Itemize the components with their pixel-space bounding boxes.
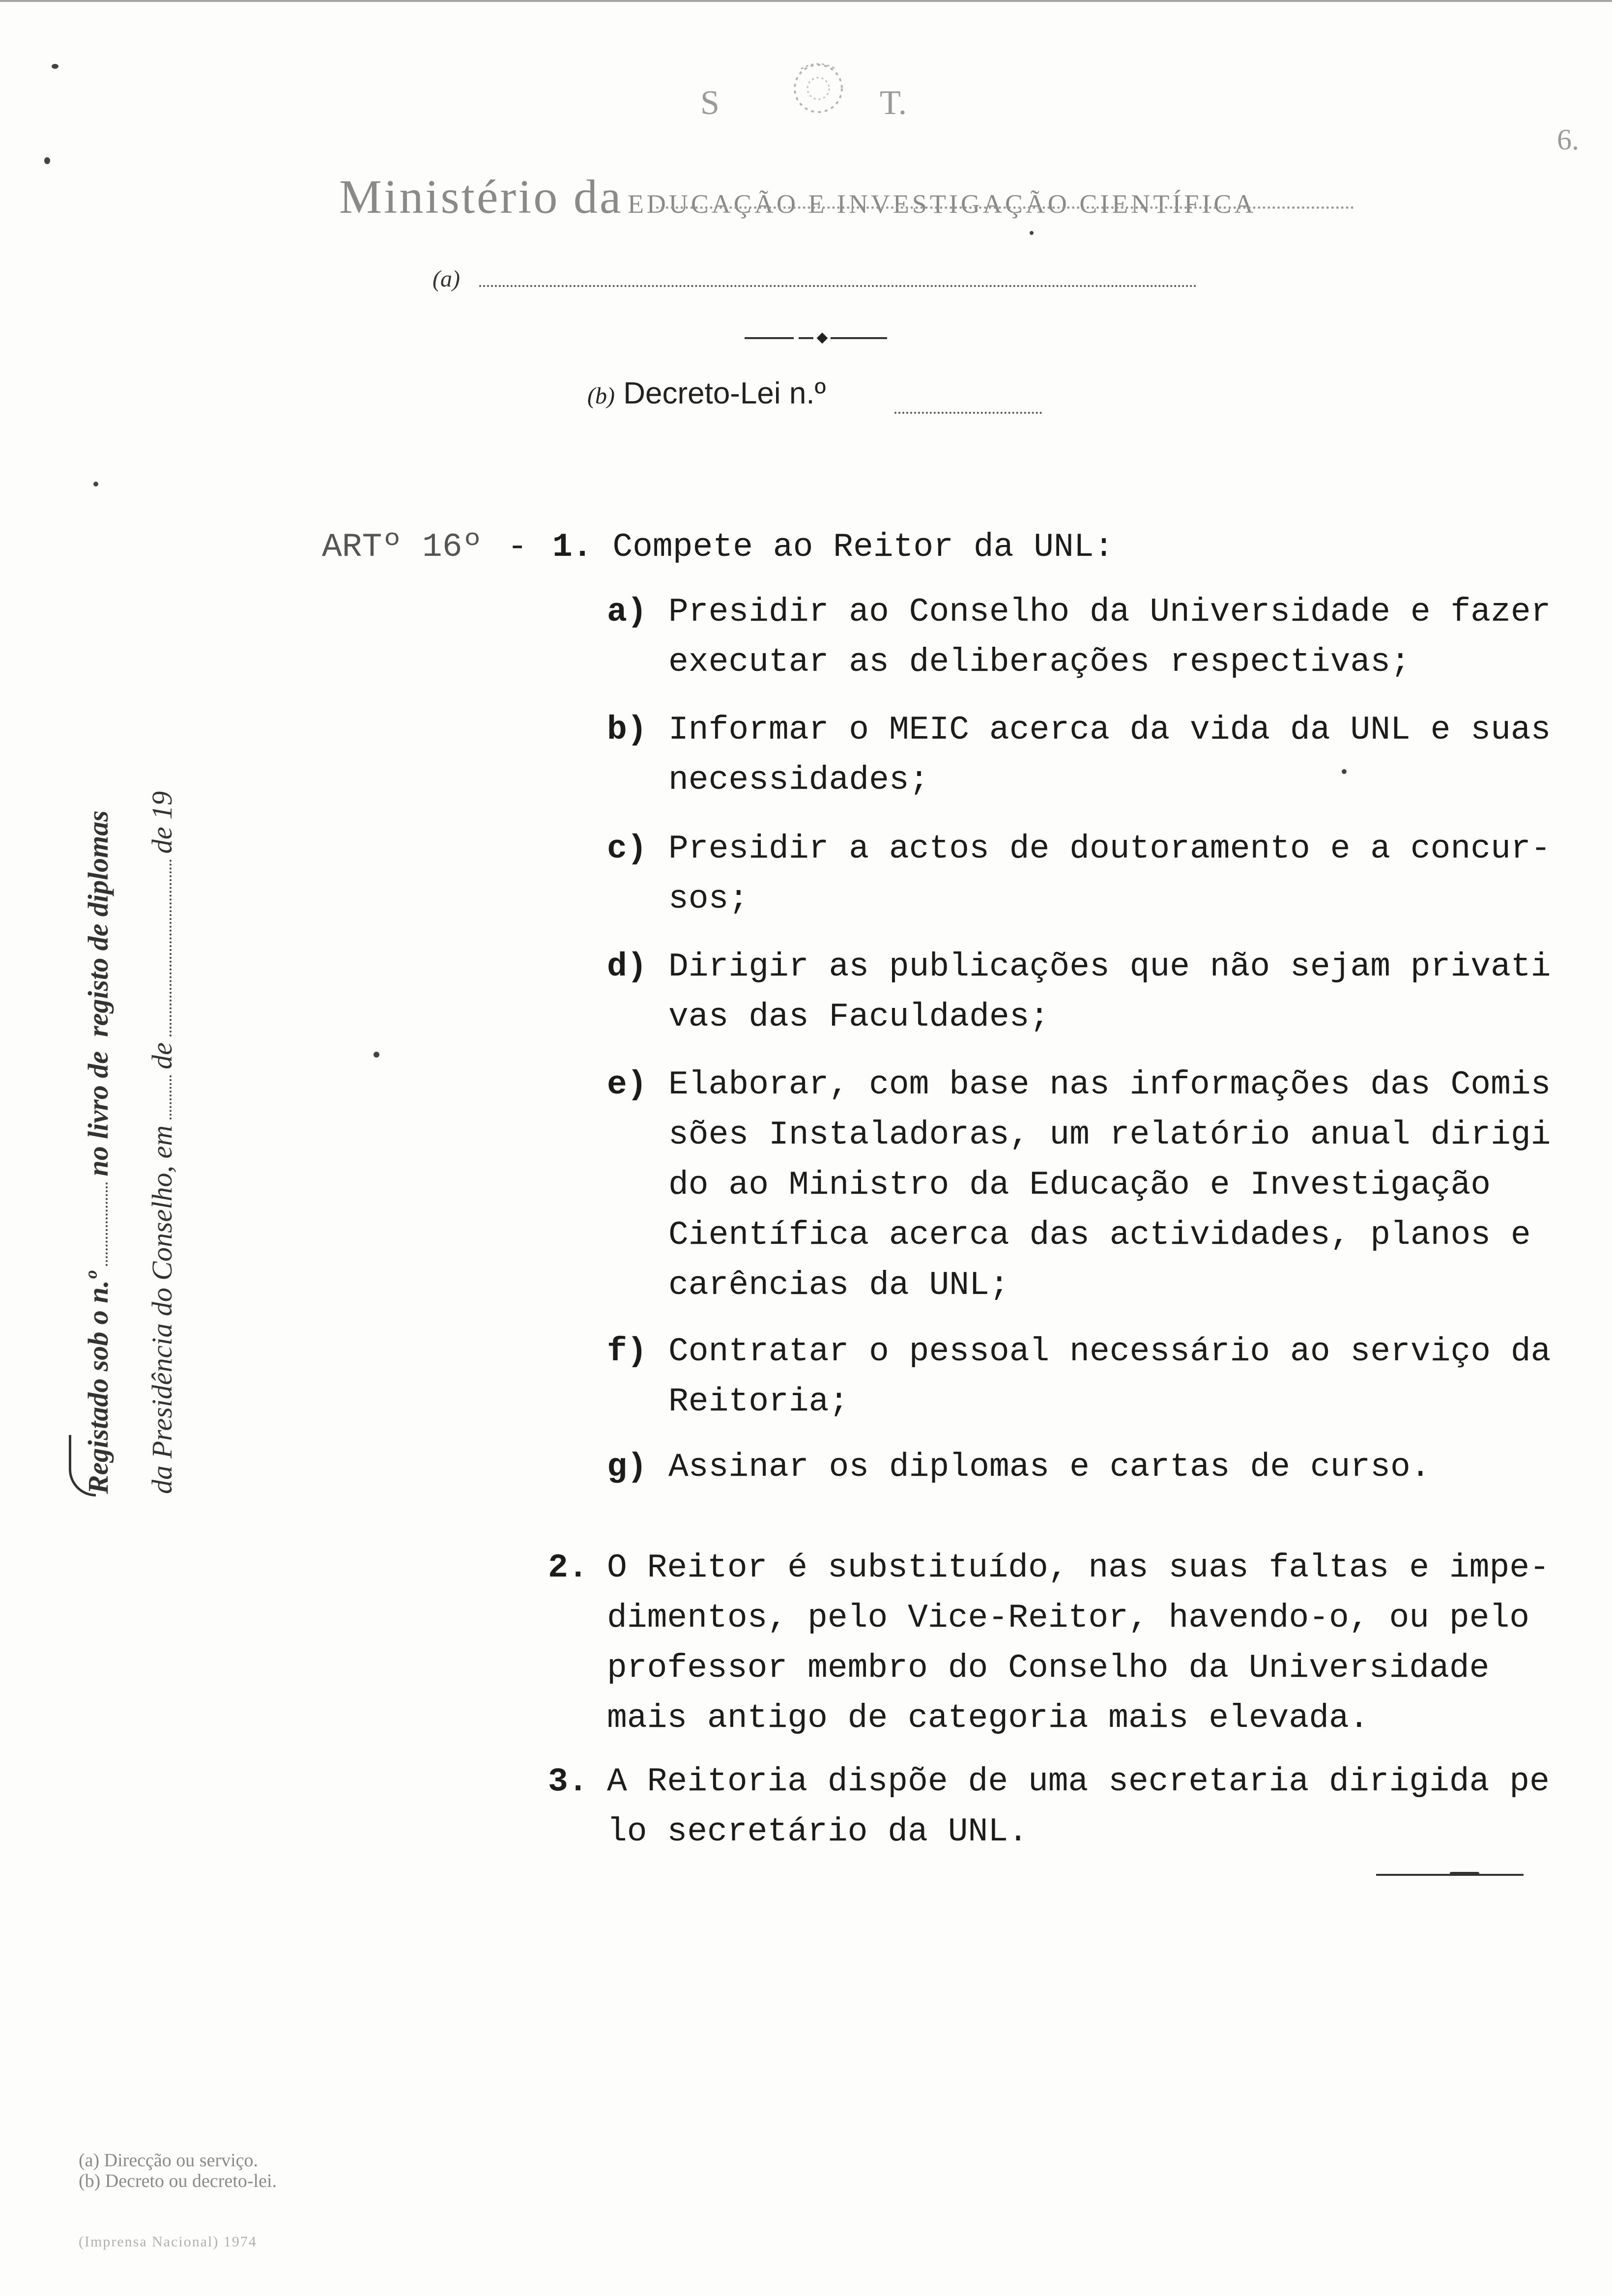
- paragraph-line: lo secretário da UNL.: [607, 1813, 1028, 1851]
- item-line: Reitoria;: [668, 1383, 849, 1421]
- item-key: a): [607, 593, 647, 631]
- service-dotted-line: [479, 285, 1197, 287]
- item-line: Científica acerca das actividades, planos e: [668, 1216, 1531, 1254]
- item-line: sões Instaladoras, um relatório anual dirigi: [668, 1116, 1551, 1154]
- top-border: [0, 0, 1612, 2]
- paragraph-line: A Reitoria dispõe de uma secretaria dirigida pe: [607, 1763, 1550, 1801]
- registration-label: Registado sob o n.º: [82, 1271, 114, 1494]
- margin-line-1: [66, 791, 130, 1494]
- scan-speck: [1030, 231, 1034, 235]
- scan-speck: [93, 482, 98, 487]
- list-item-b: [607, 705, 1551, 805]
- scan-speck: [52, 64, 58, 69]
- item-line: Informar o MEIC acerca da vida da UNL e suas: [668, 711, 1551, 749]
- article-heading: ARTº 16º - 1. Compete ao Reitor da UNL:: [322, 528, 1114, 566]
- article-label: ARTº 16º: [322, 528, 483, 566]
- paragraph-line: mais antigo de categoria mais elevada.: [607, 1699, 1369, 1737]
- footnote-b-marker: (b): [587, 383, 615, 409]
- printer-imprint: (Imprensa Nacional) 1974: [79, 2234, 257, 2250]
- of-label: de: [146, 1042, 178, 1069]
- item-line: Assinar os diplomas e cartas de curso.: [668, 1448, 1431, 1486]
- list-item-g: [607, 1442, 1431, 1492]
- margin-line-2: [130, 791, 194, 1494]
- item-line: vas das Faculdades;: [668, 998, 1050, 1036]
- book-label: no livro de: [82, 1051, 114, 1177]
- paragraph-3: [548, 1757, 1550, 1857]
- item-key: e): [607, 1066, 647, 1104]
- item-key: g): [607, 1448, 647, 1486]
- registration-number-field: [106, 1182, 108, 1266]
- item-line: Dirigir as publicações que não sejam privati: [668, 948, 1551, 986]
- seal-letter-right: T.: [880, 84, 907, 122]
- decree-number-dotted-line: [894, 412, 1042, 414]
- page-number: 6.: [1557, 123, 1579, 156]
- end-of-text-rule: [1376, 1871, 1524, 1878]
- item-key: c): [607, 830, 647, 868]
- ministry-dotted-line: [656, 206, 1354, 209]
- diploma-register-label: registo de diplomas: [82, 810, 114, 1037]
- paragraph-number: 2.: [548, 1549, 588, 1587]
- item-key: f): [607, 1333, 647, 1371]
- item-line: carências da UNL;: [668, 1266, 1009, 1304]
- paragraph-line: professor membro do Conselho da Universidade: [607, 1649, 1490, 1687]
- ministry-heading: [339, 170, 1256, 225]
- list-item-f: [607, 1327, 1551, 1427]
- paragraph-line: O Reitor é substituído, nas suas faltas e impe-: [607, 1549, 1550, 1587]
- item-line: Contratar o pessoal necessário ao serviço da: [668, 1333, 1551, 1371]
- article-intro: Compete ao Reitor da UNL:: [612, 528, 1114, 566]
- list-item-e: [607, 1060, 1551, 1311]
- list-item-d: [607, 942, 1551, 1042]
- item-line: sos;: [668, 880, 749, 918]
- item-line: necessidades;: [668, 761, 929, 799]
- footnote-a-marker: (a): [432, 266, 460, 292]
- ministry-name: EDUCAÇÃO E INVESTIGAÇÃO CIENTÍFICA: [627, 189, 1257, 219]
- item-line: do ao Ministro da Educação e Investigação: [668, 1166, 1491, 1204]
- paragraph-line: dimentos, pelo Vice-Reitor, havendo-o, ou pelo: [607, 1599, 1530, 1637]
- item-line: Presidir ao Conselho da Universidade e fazer: [668, 593, 1551, 631]
- registration-margin-note: [66, 791, 194, 1494]
- item-line: executar as deliberações respectivas;: [668, 643, 1410, 681]
- footnote-b: (b) Decreto ou decreto-lei.: [79, 2171, 277, 2191]
- coat-of-arms-seal: [781, 59, 855, 123]
- divider-ornament: [745, 333, 887, 343]
- article-number: 1.: [552, 528, 593, 566]
- footnotes: [79, 2150, 277, 2191]
- item-key: d): [607, 948, 647, 986]
- list-item-a: [607, 587, 1551, 688]
- paragraph-2: [548, 1543, 1550, 1744]
- paragraph-number: 3.: [548, 1763, 588, 1801]
- seal-letter-left: S: [700, 84, 720, 122]
- decree-label: Decreto-Lei n.º: [623, 376, 826, 410]
- scan-speck: [374, 1052, 379, 1058]
- month-field: [170, 860, 172, 1036]
- item-key: b): [607, 711, 647, 749]
- item-line: Elaborar, com base nas informações das Comis: [668, 1066, 1551, 1104]
- day-field: [170, 1075, 172, 1119]
- scan-speck: [1342, 769, 1347, 774]
- presidency-label: da Presidência do Conselho, em: [146, 1125, 178, 1494]
- list-item-c: [607, 824, 1551, 924]
- item-line: Presidir a actos de doutoramento e a concur-: [668, 830, 1551, 868]
- year-label: de 19: [146, 791, 178, 854]
- decree-line: [587, 376, 826, 411]
- footnote-a: (a) Direcção ou serviço.: [79, 2150, 259, 2171]
- scan-speck: [44, 157, 50, 164]
- ministry-prefix: Ministério da: [339, 171, 623, 224]
